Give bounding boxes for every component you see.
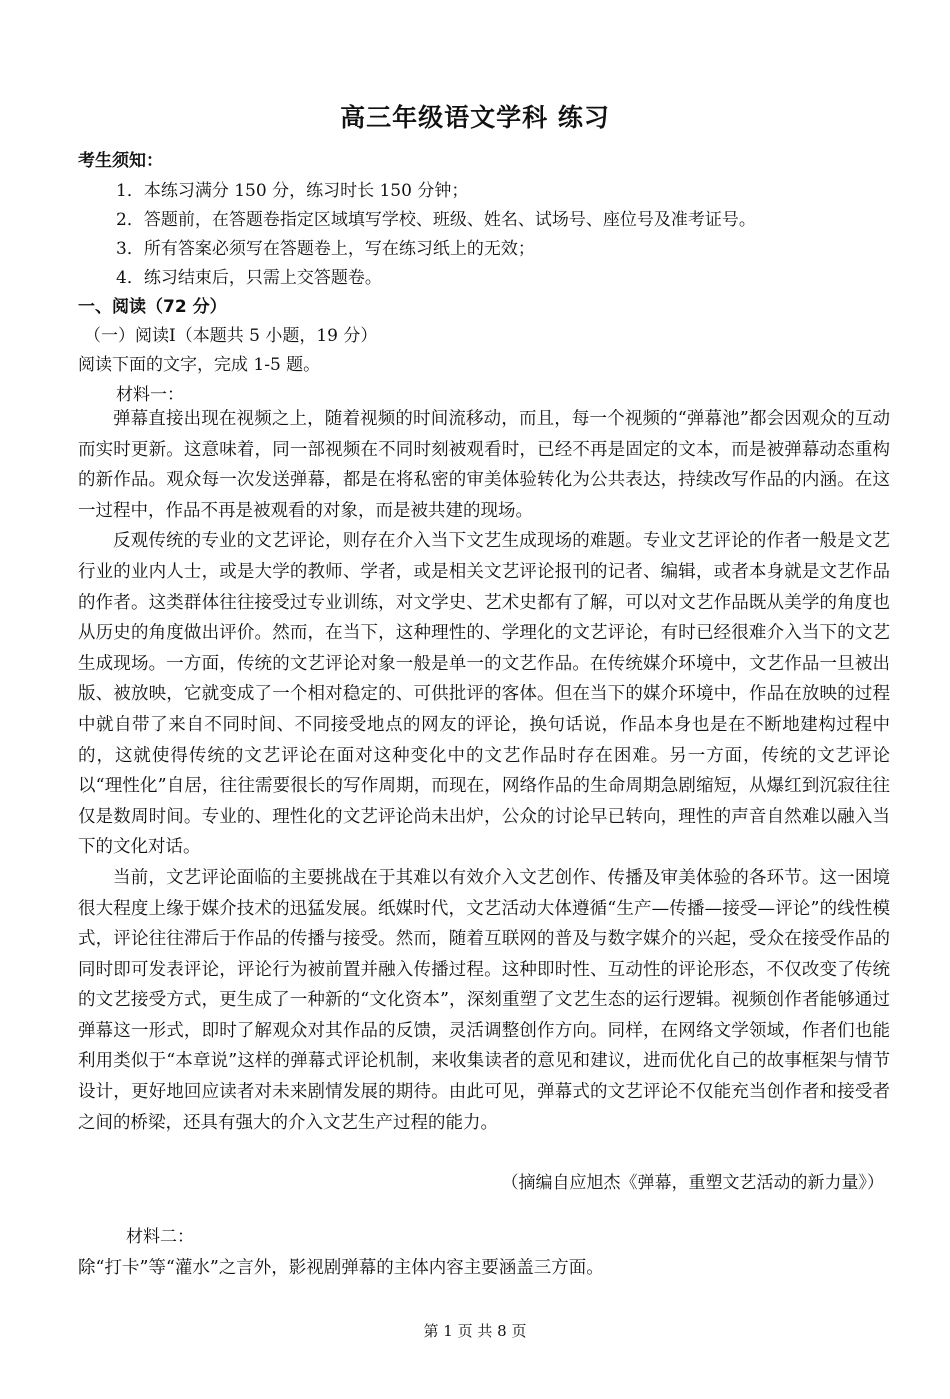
material-1-paragraph-3: 当前，文艺评论面临的主要挑战在于其难以有效介入文艺创作、传播及审美体验的各环节。这一困境很大程度上缘于媒介技术的迅猛发展。纸媒时代，文艺活动大体遵循“生产—传播—接受—评论”的线性模式，评论往往滞后于作品的传播与接受。然而，随着互联网的普及与数字媒介的兴起，受众在接受作品的同时即可发表评论，评论行为被前置并融入传播过程。这种即时性、互动性的评论形态，不仅改变了传统的文艺接受方式，更生成了一种新的“文化资本”，深刻重塑了文艺生态的运行逻辑。视频创作者能够通过弹幕这一形式，即时了解观众对其作品的反馈，灵活调整创作方向。同样，在网络文学领域，作者们也能利用类似于“本章说”这样的弹幕式评论机制，来收集读者的意见和建议，进而优化自己的故事框架与情节设计，更好地回应读者对未来剧情发展的期待。由此可见，弹幕式的文艺评论不仅能充当创作者和接受者之间的桥梁，还具有强大的介入文艺生产过程的能力。: [78, 867, 890, 1133]
notice-item-2: 2．答题前，在答题卷指定区域填写学校、班级、姓名、试场号、座位号及准考证号。: [116, 210, 756, 230]
page-footer: 第 1 页 共 8 页: [423, 1322, 527, 1340]
material-2-label: 材料二：: [126, 1227, 194, 1247]
material-1-paragraph-1: 弹幕直接出现在视频之上，随着视频的时间流移动，而且，每一个视频的“弹幕池”都会因观众的互动而实时更新。这意味着，同一部视频在不同时刻被观看时，已经不再是固定的文本，而是被弹幕动态重构的新作品。观众每一次发送弹幕，都是在将私密的审美体验转化为公共表达，持续改写作品的内涵。在这一过程中，作品不再是被观看的对象，而是被共建的现场。: [78, 409, 890, 521]
notice-item-4: 4．练习结束后，只需上交答题卷。: [116, 268, 382, 288]
section-subheading: （一）阅读Ⅰ（本题共 5 小题，19 分）: [84, 326, 378, 346]
material-1-text: [78, 404, 890, 1138]
notice-item-3: 3．所有答案必须写在答题卷上，写在练习纸上的无效；: [116, 239, 535, 259]
section-heading: 一、阅读（72 分）: [78, 297, 227, 317]
material-1-paragraph-2: 反观传统的专业的文艺评论，则存在介入当下文艺生成现场的难题。专业文艺评论的作者一般是文艺行业的业内人士，或是大学的教师、学者，或是相关文艺评论报刊的记者、编辑，或者本身就是文艺作品的作者。这类群体往往接受过专业训练，对文学史、艺术史都有了解，可以对文艺作品既从美学的角度也从历史的角度做出评价。然而，在当下，这种理性的、学理化的文艺评论，有时已经很难介入当下的文艺生成现场。一方面，传统的文艺评论对象一般是单一的文艺作品。在传统媒介环境中，文艺作品一旦被出版、被放映，它就变成了一个相对稳定的、可供批评的客体。但在当下的媒介环境中，作品在放映的过程中就自带了来自不同时间、不同接受地点的网友的评论，换句话说，作品本身也是在不断地建构过程中的，这就使得传统的文艺评论在面对这种变化中的文艺作品时存在困难。另一方面，传统的文艺评论以“理性化”自居，往往需要很长的写作周期，而现在，网络作品的生命周期急剧缩短，从爆红到沉寂往往仅是数周时间。专业的、理性化的文艺评论尚未出炉，公众的讨论早已转向，理性的声音自然难以融入当下的文化对话。: [78, 531, 890, 858]
page-title: 高三年级语文学科 练习: [340, 103, 610, 132]
reading-instruction: 阅读下面的文字，完成 1-5 题。: [78, 355, 321, 375]
material-2-first-line: 除“打卡”等“灌水”之言外，影视剧弹幕的主体内容主要涵盖三方面。: [78, 1258, 604, 1278]
material-1-citation: （摘编自应旭杰《弹幕，重塑文艺活动的新力量》）: [501, 1173, 884, 1193]
notice-item-1: 1．本练习满分 150 分，练习时长 150 分钟；: [116, 181, 469, 201]
notice-heading: 考生须知：: [78, 151, 163, 171]
material-1-label: 材料一：: [116, 385, 184, 405]
